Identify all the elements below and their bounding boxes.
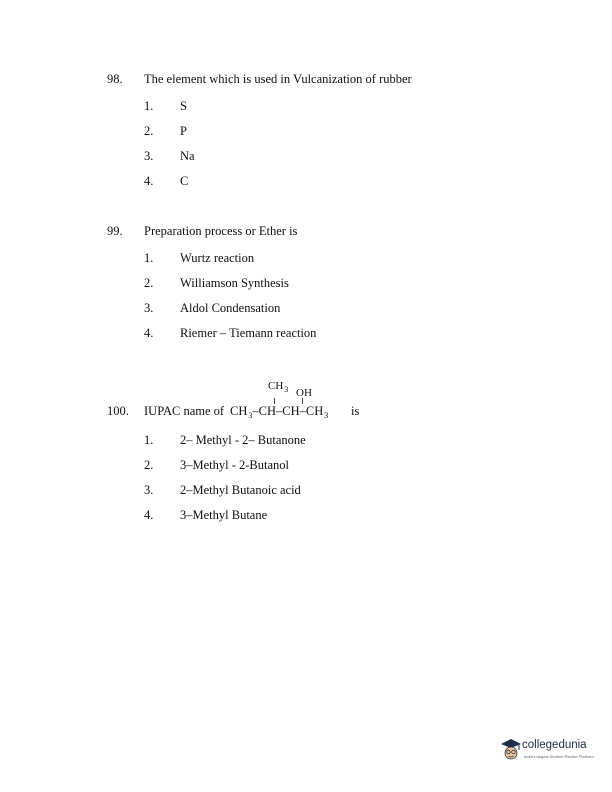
logo-wordmark: collegedunia [522,739,587,751]
question-100-number: 100. [107,404,129,418]
q99-option-2-number: 2. [144,276,154,290]
q99-option-4-number: 4. [144,326,154,340]
q100-option-2-text: 3–Methyl - 2-Butanol [180,458,290,472]
q98-option-2-text: P [180,124,187,138]
q98-option-4-number: 4. [144,174,154,188]
q98-option-2-number: 2. [144,124,154,138]
q99-option-3-number: 3. [144,301,154,315]
q98-option-3-text: Na [180,149,195,163]
q98-option-3-number: 3. [144,149,154,163]
q100-option-4-text: 3–Methyl Butane [180,508,268,522]
question-98-text: The element which is used in Vulcanization of rubber [144,72,412,86]
chemical-formula [230,380,370,424]
q98-option-4-text: C [180,174,189,188]
q100-option-1-number: 1. [144,433,154,447]
q99-option-1-text: Wurtz reaction [180,251,255,265]
question-99-number: 99. [107,224,123,238]
q100-option-2-number: 2. [144,458,154,472]
q99-option-3-text: Aldol Condensation [180,301,281,315]
q100-option-1-text: 2– Methyl - 2– Butanone [180,433,306,447]
question-100-text: IUPAC name of [144,404,225,418]
q98-option-1-number: 1. [144,99,154,113]
q100-option-4-number: 4. [144,508,154,522]
collegedunia-logo [500,737,612,765]
q99-option-4-text: Riemer – Tiemann reaction [180,326,317,340]
q100-option-3-text: 2–Methyl Butanoic acid [180,483,301,497]
formula-hydroxyl-branch: OH [296,387,312,399]
formula-methyl-branch: $CH_3$ [268,380,289,394]
q100-option-3-number: 3. [144,483,154,497]
q99-option-1-number: 1. [144,251,154,265]
graduate-mascot-icon [500,737,522,763]
question-98-number: 98. [107,72,123,86]
formula-main-chain: $CH_3-CH-CH-CH_3$ [230,404,329,420]
logo-tagline: India's largest Student Review Platform [524,754,594,759]
q98-option-1-text: S [180,99,187,113]
question-99-text: Preparation process or Ether is [144,224,298,238]
q99-option-2-text: Williamson Synthesis [180,276,289,290]
question-100-suffix: is [351,404,360,418]
